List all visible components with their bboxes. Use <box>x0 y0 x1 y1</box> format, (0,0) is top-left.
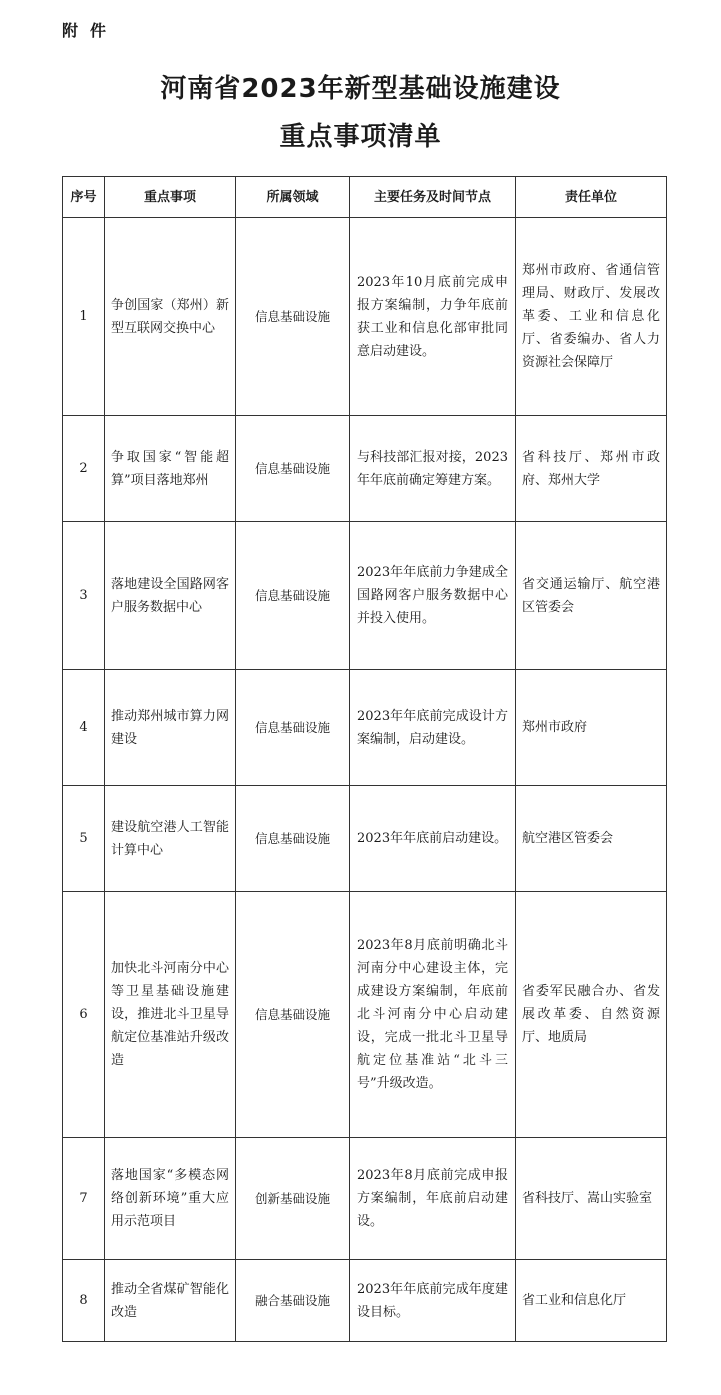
table-row <box>63 786 667 892</box>
row-no: 7 <box>63 1138 105 1260</box>
document-subtitle: 重点事项清单 <box>279 122 442 152</box>
row-task: 2023年10月底前完成申报方案编制，力争年底前获工业和信息化部审批同意启动建设。 <box>350 218 516 416</box>
row-no: 3 <box>63 522 105 670</box>
row-item: 争取国家“智能超算”项目落地郑州 <box>105 416 236 522</box>
table-row <box>63 1138 667 1260</box>
row-responsible: 郑州市政府 <box>516 670 667 786</box>
row-no: 6 <box>63 892 105 1138</box>
row-task: 2023年年底前启动建设。 <box>350 786 516 892</box>
table-row <box>63 416 667 522</box>
row-area: 信息基础设施 <box>236 218 350 416</box>
row-task: 2023年年底前力争建成全国路网客户服务数据中心并投入使用。 <box>350 522 516 670</box>
key-items-table <box>62 176 667 1342</box>
row-no: 8 <box>63 1260 105 1342</box>
row-task: 2023年8月底前明确北斗河南分中心建设主体，完成建设方案编制，年底前北斗河南分中心启动建设，完成一批北斗卫星导航定位基准站“北斗三号”升级改造。 <box>350 892 516 1138</box>
row-responsible: 航空港区管委会 <box>516 786 667 892</box>
row-responsible: 省委军民融合办、省发展改革委、自然资源厅、地质局 <box>516 892 667 1138</box>
row-item: 推动郑州城市算力网建设 <box>105 670 236 786</box>
table-row <box>63 218 667 416</box>
table-row <box>63 1260 667 1342</box>
row-responsible: 省科技厅、嵩山实验室 <box>516 1138 667 1260</box>
row-task: 与科技部汇报对接，2023年年底前确定筹建方案。 <box>350 416 516 522</box>
row-task: 2023年年底前完成设计方案编制，启动建设。 <box>350 670 516 786</box>
row-responsible: 省交通运输厅、航空港区管委会 <box>516 522 667 670</box>
row-item: 加快北斗河南分中心等卫星基础设施建设，推进北斗卫星导航定位基准站升级改造 <box>105 892 236 1138</box>
row-area: 融合基础设施 <box>236 1260 350 1342</box>
table-row <box>63 522 667 670</box>
row-responsible: 省工业和信息化厅 <box>516 1260 667 1342</box>
header-item: 重点事项 <box>105 177 236 218</box>
row-no: 2 <box>63 416 105 522</box>
row-task: 2023年8月底前完成申报方案编制，年底前启动建设。 <box>350 1138 516 1260</box>
header-no: 序号 <box>63 177 105 218</box>
row-area: 信息基础设施 <box>236 522 350 670</box>
row-area: 信息基础设施 <box>236 892 350 1138</box>
table-row <box>63 670 667 786</box>
row-responsible: 郑州市政府、省通信管理局、财政厅、发展改革委、工业和信息化厅、省委编办、省人力资源社会保障厅 <box>516 218 667 416</box>
row-area: 创新基础设施 <box>236 1138 350 1260</box>
table-row <box>63 892 667 1138</box>
row-area: 信息基础设施 <box>236 416 350 522</box>
document-title: 河南省2023年新型基础设施建设 <box>160 74 561 104</box>
header-area: 所属领域 <box>236 177 350 218</box>
row-item: 推动全省煤矿智能化改造 <box>105 1260 236 1342</box>
row-no: 5 <box>63 786 105 892</box>
row-area: 信息基础设施 <box>236 670 350 786</box>
row-item: 争创国家（郑州）新型互联网交换中心 <box>105 218 236 416</box>
header-responsible: 责任单位 <box>516 177 667 218</box>
row-no: 1 <box>63 218 105 416</box>
row-responsible: 省科技厅、郑州市政府、郑州大学 <box>516 416 667 522</box>
row-item: 落地国家“多模态网络创新环境”重大应用示范项目 <box>105 1138 236 1260</box>
row-item: 建设航空港人工智能计算中心 <box>105 786 236 892</box>
row-no: 4 <box>63 670 105 786</box>
row-area: 信息基础设施 <box>236 786 350 892</box>
row-task: 2023年年底前完成年度建设目标。 <box>350 1260 516 1342</box>
table-header-row <box>63 177 667 218</box>
attachment-label: 附件 <box>62 21 119 40</box>
header-task: 主要任务及时间节点 <box>350 177 516 218</box>
row-item: 落地建设全国路网客户服务数据中心 <box>105 522 236 670</box>
